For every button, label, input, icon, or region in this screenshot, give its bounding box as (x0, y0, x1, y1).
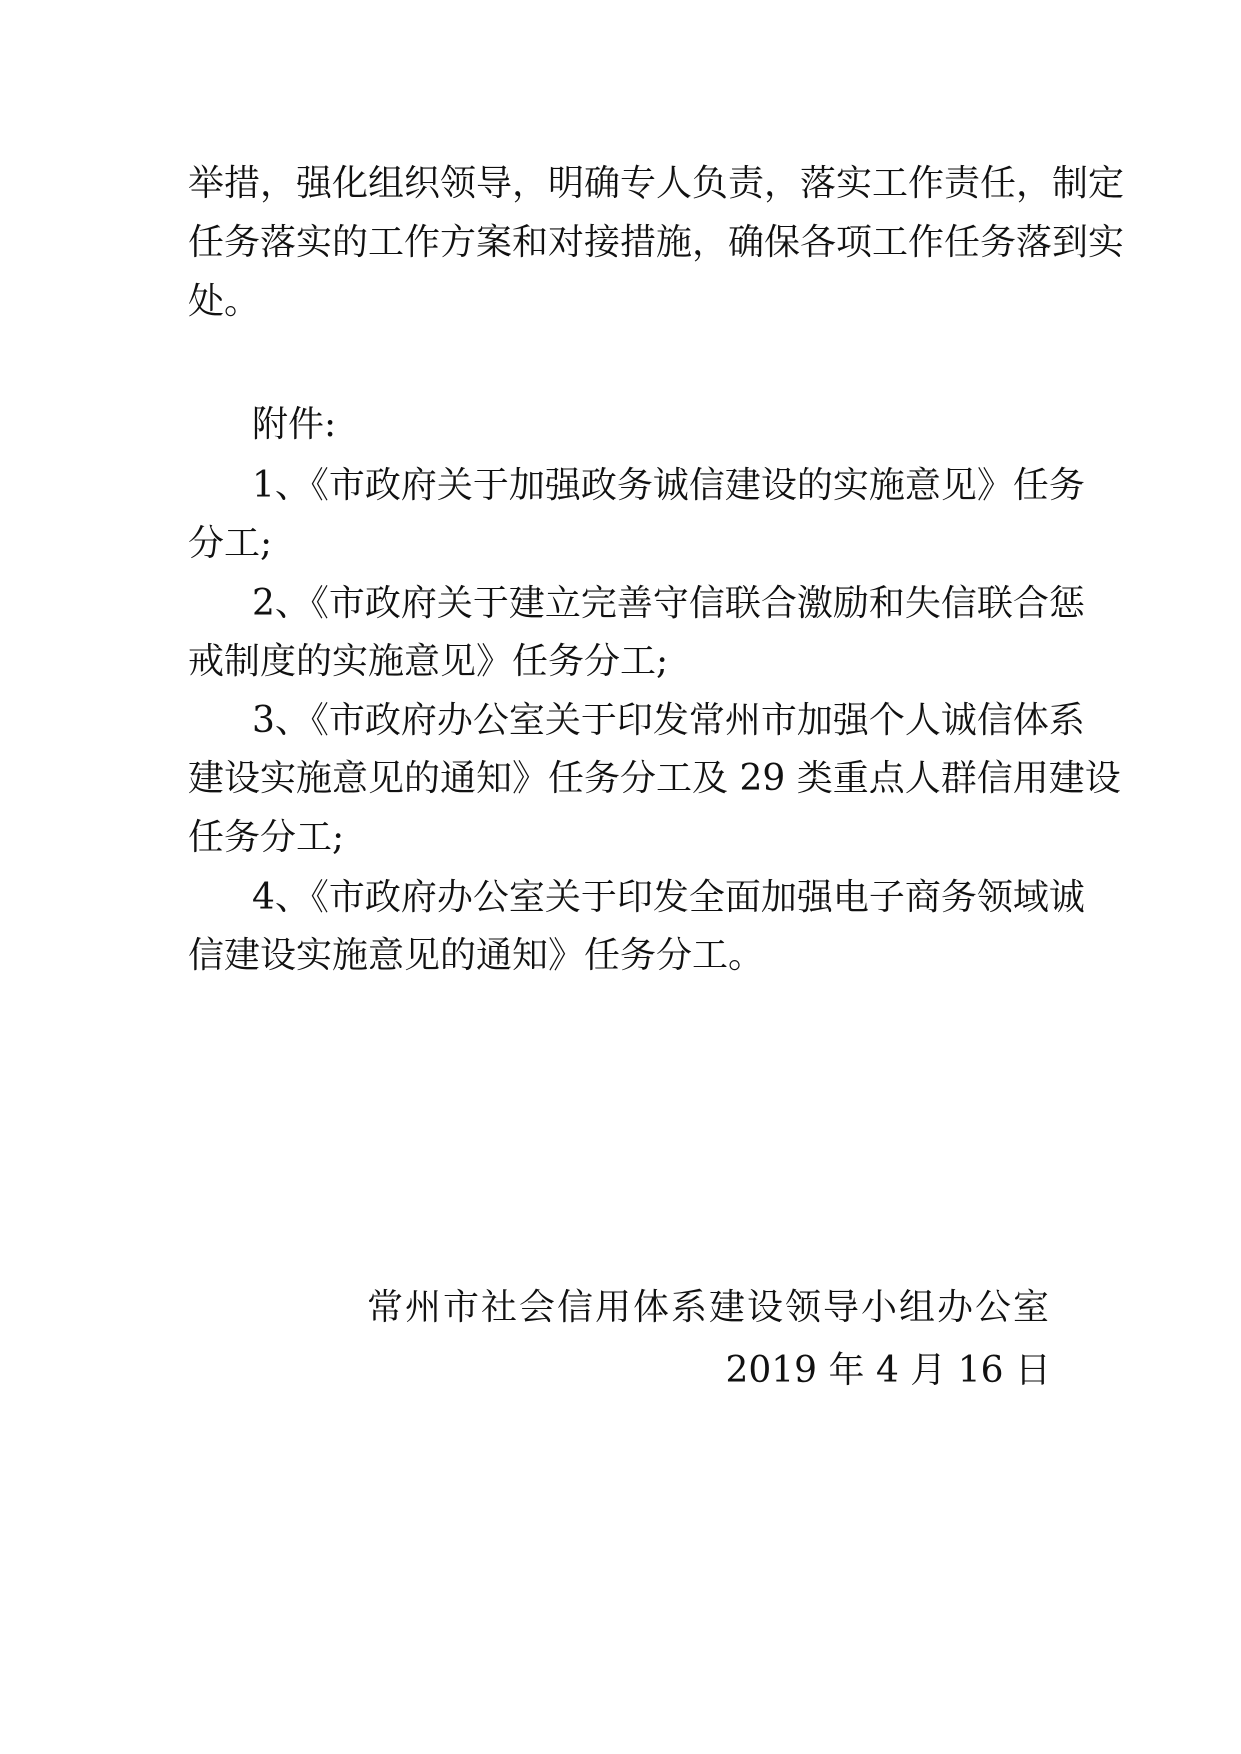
attachment-item-1: 1、《市政府关于加强政务诚信建设的实施意见》任务 (252, 465, 1085, 506)
attachment-item-1-cont: 分工; (188, 523, 273, 564)
attachment-item-2-cont: 戒制度的实施意见》任务分工; (188, 641, 669, 682)
attachments-label: 附件: (252, 404, 337, 445)
body-text-line: 处。 (188, 281, 261, 322)
body-text-line: 任务落实的工作方案和对接措施，确保各项工作任务落到实 (188, 222, 1125, 263)
attachment-item-3: 3、《市政府办公室关于印发常州市加强个人诚信体系 (252, 700, 1085, 741)
attachment-item-4-cont: 信建设实施意见的通知》任务分工。 (188, 935, 765, 976)
attachment-item-3-cont: 任务分工; (188, 817, 345, 858)
attachment-item-3-cont: 建设实施意见的通知》任务分工及 29 类重点人群信用建设 (188, 758, 1121, 799)
attachment-item-4: 4、《市政府办公室关于印发全面加强电子商务领域诚 (252, 877, 1085, 918)
signature-date: 2019 年 4 月 16 日 (725, 1350, 1051, 1391)
body-text-line: 举措，强化组织领导，明确专人负责，落实工作责任，制定 (188, 163, 1125, 204)
attachment-item-2: 2、《市政府关于建立完善守信联合激励和失信联合惩 (252, 583, 1085, 624)
signature-organization: 常州市社会信用体系建设领导小组办公室 (366, 1287, 1051, 1328)
